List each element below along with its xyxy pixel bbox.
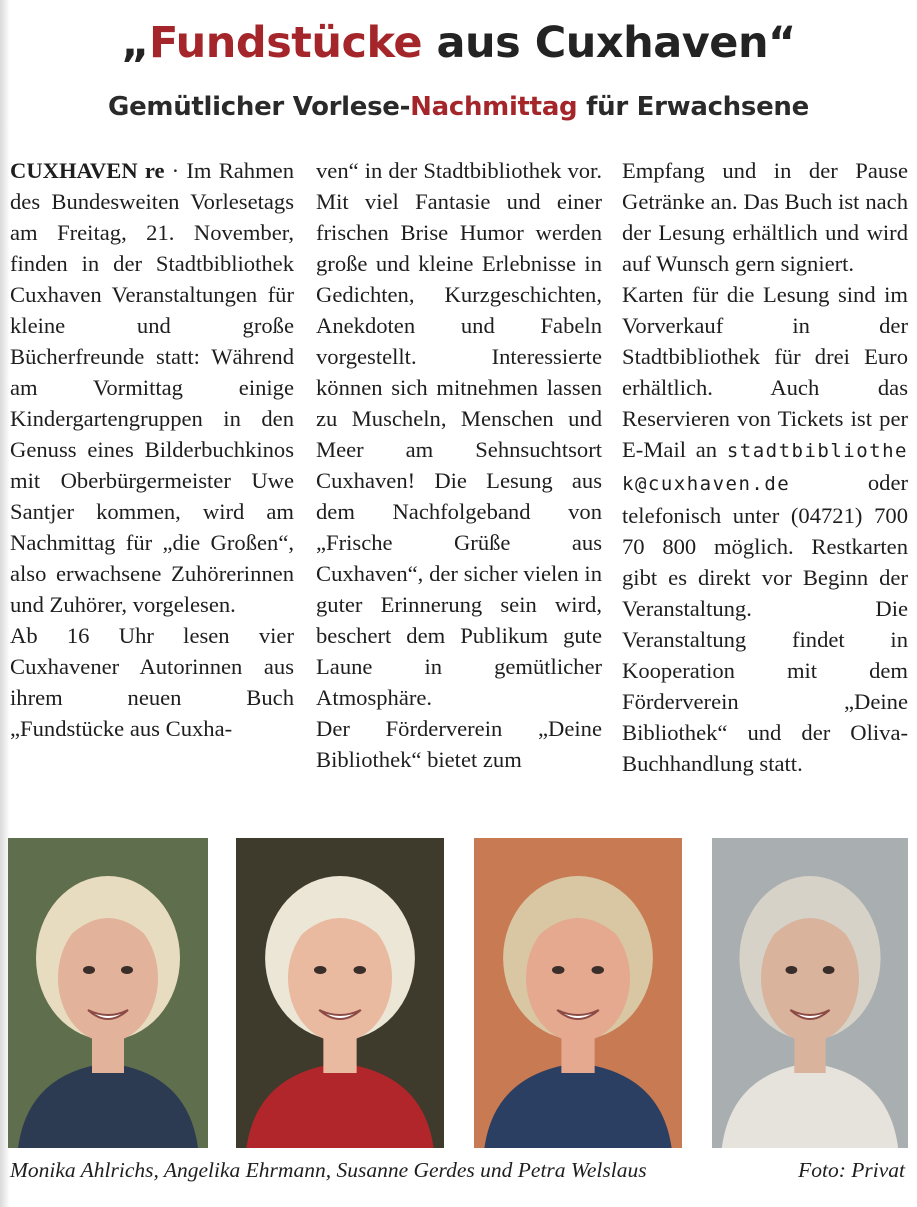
portrait-eye-right	[592, 966, 604, 974]
photo-caption: Monika Ahlrichs, Angelika Ehrmann, Susanne Gerdes und Petra Welslaus	[10, 1158, 647, 1182]
portrait-eye-right	[354, 966, 366, 974]
portrait-eye-left	[83, 966, 95, 974]
headline	[0, 18, 917, 68]
article-paragraph: Der Förderverein „Deine Bibliothek“ bietet zum	[316, 716, 602, 772]
portrait-angelika-ehrmann	[236, 838, 444, 1148]
portrait-eye-left	[786, 966, 798, 974]
portrait-eye-left	[552, 966, 564, 974]
article-paragraph: Empfang und in der Pause Getränke an. Das Buch ist nach der Lesung erhältlich und wird auf Wunsch gern signiert.	[622, 158, 908, 276]
portrait-face	[288, 914, 392, 1042]
article-column-3	[622, 155, 908, 779]
portrait-eye-left	[314, 966, 326, 974]
headline-accent: Fundstücke	[148, 18, 423, 68]
email-link[interactable]: stadtbibliothek@cuxhaven.de	[622, 440, 908, 495]
article-paragraph: ven“ in der Stadtbibliothek vor. Mit viel Fantasie und einer frischen Brise Humor werden große und kleine Erlebnisse in Gedichten, Kurzgeschichten, Anekdoten und Fabeln vorgestellt. Interessierte können sich mitnehmen lassen zu Muscheln, Menschen und Meer am Sehnsuchtsort Cuxhaven! Die Lesung aus dem Nachfolgeband von „Frische Grüße aus Cuxhaven“, der sicher vielen in guter Erinnerung sein wird, beschert dem Publikum gute Laune in gemütlicher Atmosphäre.	[316, 158, 602, 710]
article-paragraph	[622, 279, 908, 779]
subheadline-part1: Gemütlicher Vorlese-	[108, 92, 411, 122]
portrait-face	[526, 914, 630, 1042]
article-column-2	[316, 155, 602, 775]
photo-credit: Foto: Privat	[798, 1158, 905, 1182]
headline-rest: aus Cuxhaven“	[422, 18, 796, 68]
portrait-eye-right	[121, 966, 133, 974]
portrait-face	[761, 914, 859, 1042]
photo-petra-welslaus	[712, 838, 908, 1148]
tickets-text: Karten für die Lesung sind im Vorverkauf in der Stadtbibliothek für drei Euro erhältlich. Auch das Reservieren von Tickets ist per E-Mail an	[622, 282, 908, 462]
portrait-petra-welslaus	[712, 838, 908, 1148]
article-paragraph: Ab 16 Uhr lesen vier Cuxhavener Autorinnen aus ihrem neuen Buch „Fundstücke aus Cuxha-	[10, 623, 294, 741]
photo-angelika-ehrmann	[236, 838, 444, 1148]
subheadline	[0, 92, 917, 122]
headline-open-quote: „	[121, 18, 149, 68]
intro-text: · Im Rahmen des Bundesweiten Vorlesetags am Freitag, 21. November, finden in der Stadtbibliothek Cuxhaven Veranstaltungen für kleine und große Bücherfreunde statt: Während am Vormittag einige Kindergartengruppen in den Genuss eines Bilderbuchkinos mit Oberbürgermeister Uwe Santjer kommen, wird am Nachmittag für „die Großen“, also erwachsene Zuhörerinnen und Zuhörer, vorgelesen.	[10, 158, 294, 617]
article-intro-paragraph	[10, 155, 294, 620]
portrait-eye-right	[823, 966, 835, 974]
photo-susanne-gerdes	[474, 838, 682, 1148]
subheadline-part2: für Erwachsene	[577, 92, 809, 122]
portrait-susanne-gerdes	[474, 838, 682, 1148]
subheadline-accent: Nachmittag	[410, 92, 578, 122]
photo-monika-ahlrichs	[8, 838, 208, 1148]
portrait-face	[58, 914, 158, 1042]
article-column-1	[10, 155, 294, 744]
portrait-monika-ahlrichs	[8, 838, 208, 1148]
dateline: CUXHAVEN re	[10, 158, 165, 183]
tickets-text-continued: oder telefonisch unter (04721) 700 70 800 möglich. Restkarten gibt es direkt vor Beginn der Veranstaltung. Die Veranstaltung findet in Kooperation mit dem Förderverein „Deine Bibliothek“ und der Oliva-Buchhandlung statt.	[622, 470, 908, 776]
